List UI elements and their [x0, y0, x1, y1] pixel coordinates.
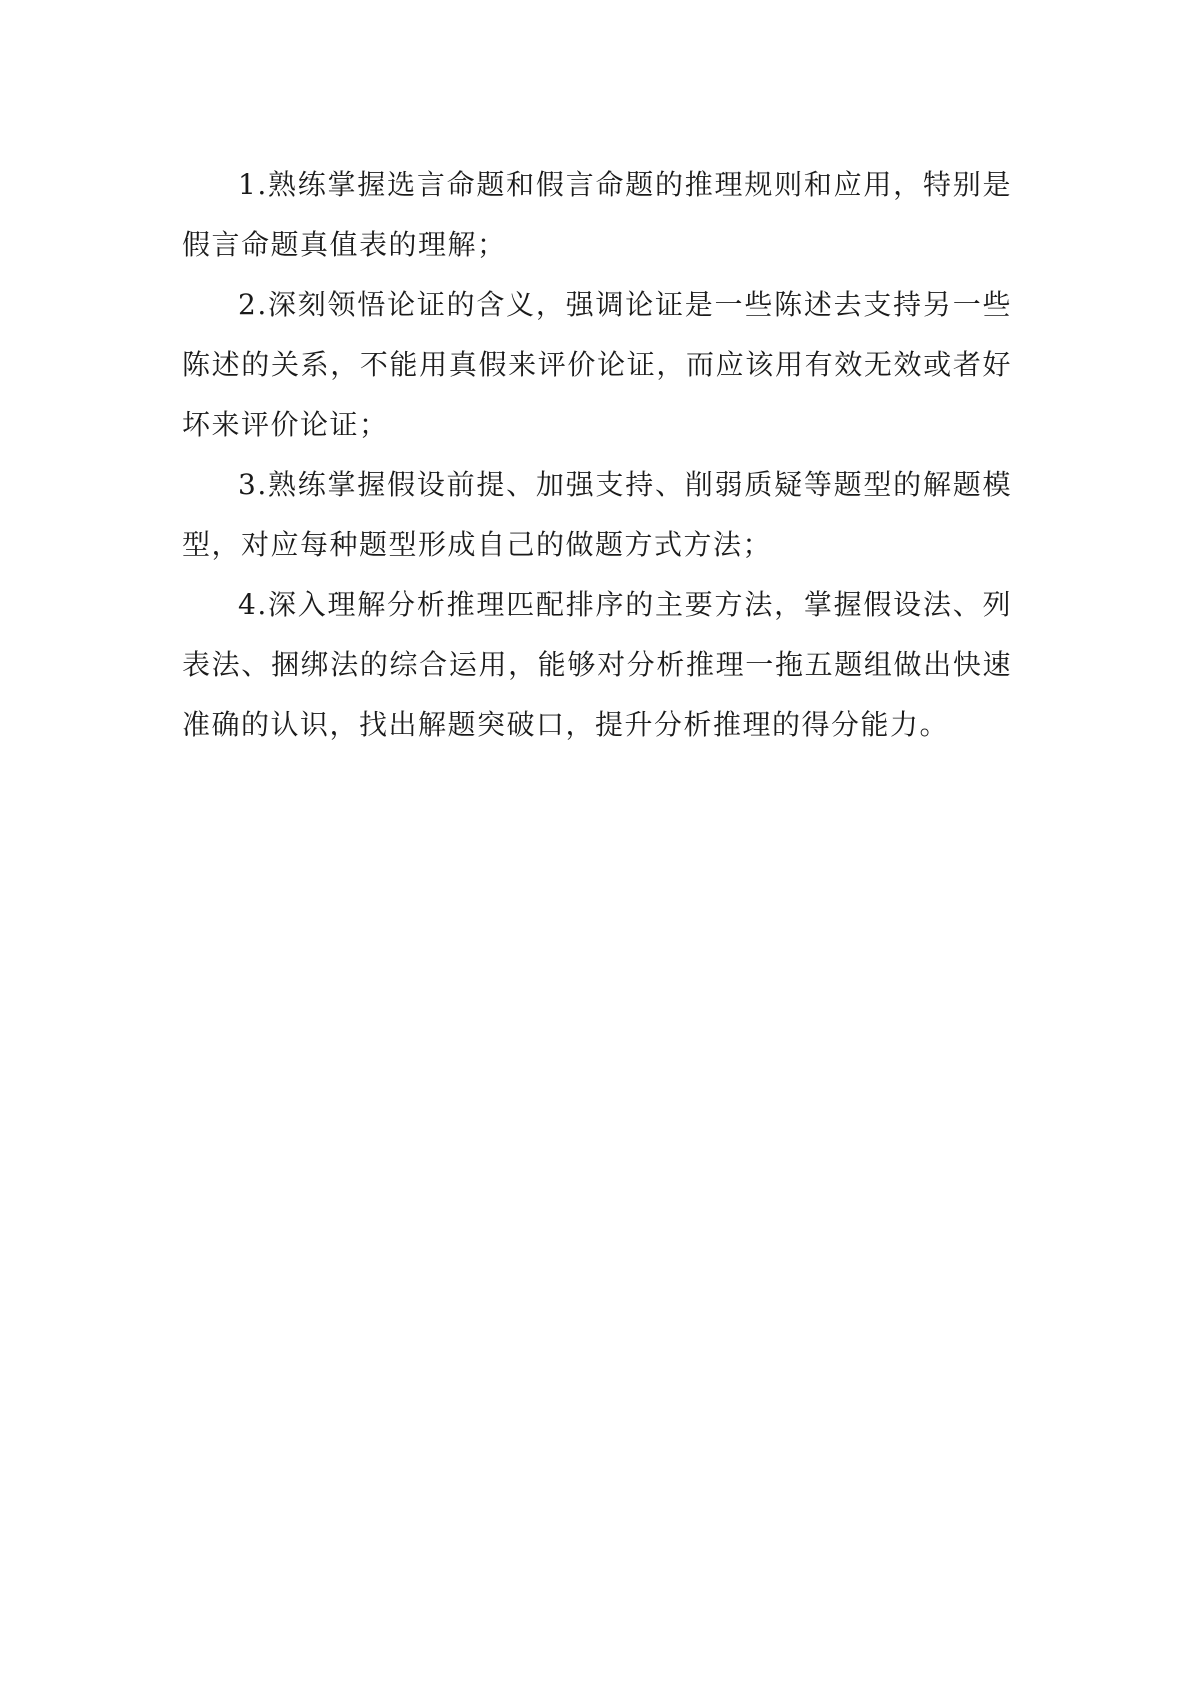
paragraph-3: 3.熟练掌握假设前提、加强支持、削弱质疑等题型的解题模型，对应每种题型形成自己的做题方式方法； [182, 468, 1012, 561]
paragraph-2: 2.深刻领悟论证的含义，强调论证是一些陈述去支持另一些陈述的关系，不能用真假来评价论证，而应该用有效无效或者好坏来评价论证； [182, 288, 1012, 441]
paragraph-1: 1.熟练掌握选言命题和假言命题的推理规则和应用，特别是假言命题真值表的理解； [182, 168, 1012, 261]
paragraph-4: 4.深入理解分析推理匹配排序的主要方法，掌握假设法、列表法、捆绑法的综合运用，能够对分析推理一拖五题组做出快速准确的认识，找出解题突破口，提升分析推理的得分能力。 [182, 588, 1012, 741]
document-body [182, 155, 1012, 755]
